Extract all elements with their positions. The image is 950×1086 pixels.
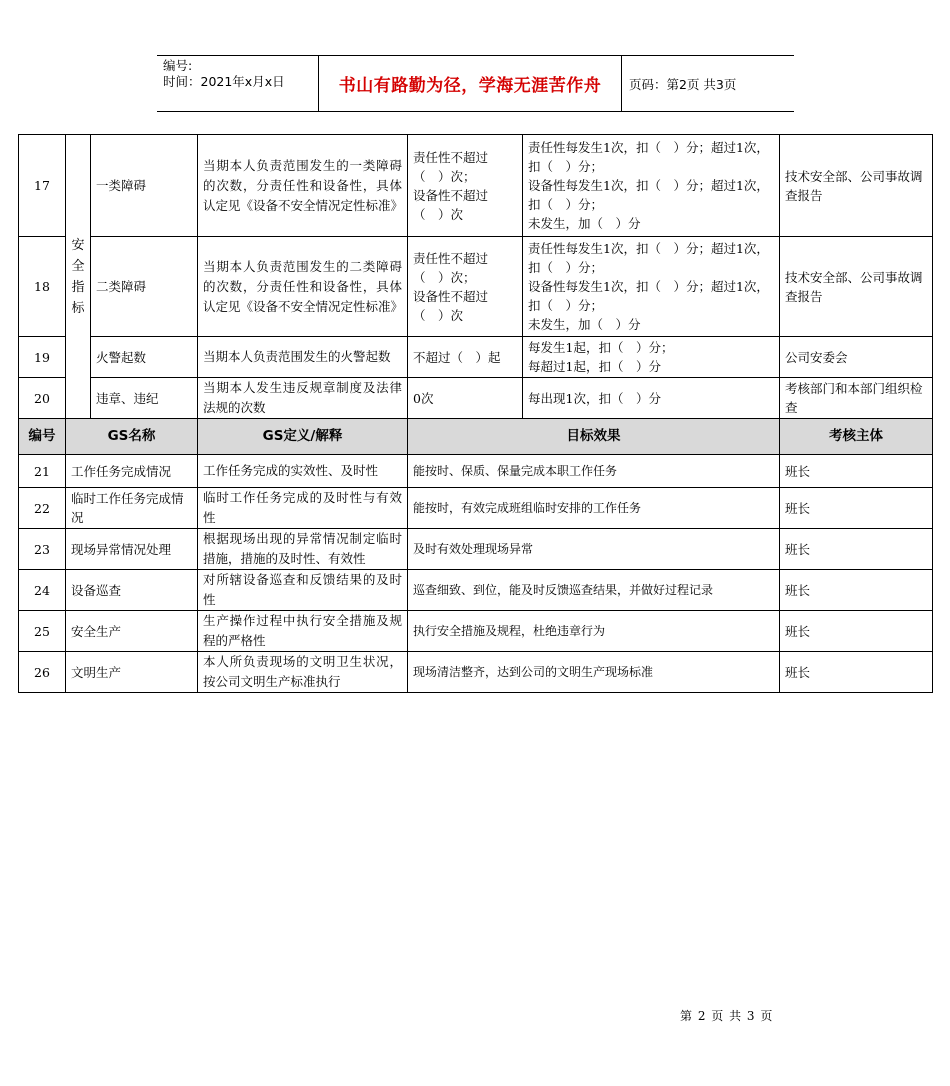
- gs-definition: 本人所负责现场的文明卫生状况，按公司文明生产标准执行: [198, 652, 408, 693]
- gs-name: 临时工作任务完成情况: [66, 488, 198, 529]
- gs-name: 设备巡查: [66, 570, 198, 611]
- target-line: 设备性不超过（ ）次: [413, 288, 489, 323]
- indicator-name: 违章、违纪: [91, 378, 198, 419]
- indicator-target: [408, 135, 523, 237]
- gs-effect: 现场清洁整齐，达到公司的文明生产现场标准: [408, 652, 780, 693]
- gs-row: [19, 455, 933, 488]
- gs-definition: 对所辖设备巡查和反馈结果的及时性: [198, 570, 408, 611]
- indicator-assessor: 公司安委会: [780, 337, 933, 378]
- indicator-assessor: 技术安全部、公司事故调查报告: [780, 135, 933, 237]
- safety-row: [19, 337, 933, 378]
- gs-effect: 巡查细致、到位，能及时反馈巡查结果，并做好过程记录: [408, 570, 780, 611]
- target-line: 责任性不超过（ ）次；: [413, 149, 489, 184]
- row-number: 26: [19, 652, 66, 693]
- scoring-line: 未发生，加（ ）分: [528, 317, 641, 332]
- gs-assessor: 班长: [780, 570, 933, 611]
- gs-effect: 执行安全措施及规程，杜绝违章行为: [408, 611, 780, 652]
- scoring-line: 设备性每发生1次，扣（ ）分；超过1次，扣（ ）分；: [528, 279, 769, 313]
- gs-name: 现场异常情况处理: [66, 529, 198, 570]
- scoring-line: 责任性每发生1次，扣（ ）分；超过1次，扣（ ）分；: [528, 140, 769, 174]
- indicator-assessor: 技术安全部、公司事故调查报告: [780, 237, 933, 337]
- gs-assessor: 班长: [780, 488, 933, 529]
- scoring-line: 每发生1起，扣（ ）分；: [528, 340, 674, 355]
- gs-row: [19, 529, 933, 570]
- header-page-label: 页码：第2页 共3页: [629, 76, 737, 92]
- gs-row: [19, 652, 933, 693]
- indicator-name: 二类障碍: [91, 237, 198, 337]
- gs-header-no: 编号: [19, 419, 66, 455]
- gs-name: 工作任务完成情况: [66, 455, 198, 488]
- gs-header-definition: GS定义/解释: [198, 419, 408, 455]
- indicator-definition: 当期本人负责范围发生的二类障碍的次数，分责任性和设备性，具体认定见《设备不安全情况定性标准》: [198, 237, 408, 337]
- document-number-label: 编号:: [163, 58, 193, 73]
- gs-header-name: GS名称: [66, 419, 198, 455]
- gs-definition: 工作任务完成的实效性、及时性: [198, 455, 408, 488]
- gs-header-row: [19, 419, 933, 455]
- header-meta: [157, 56, 318, 111]
- row-number: 22: [19, 488, 66, 529]
- indicator-definition: 当期本人负责范围发生的一类障碍的次数，分责任性和设备性，具体认定见《设备不安全情况定性标准》: [198, 135, 408, 237]
- gs-effect: 及时有效处理现场异常: [408, 529, 780, 570]
- gs-header-assessor: 考核主体: [780, 419, 933, 455]
- gs-assessor: 班长: [780, 455, 933, 488]
- row-number: 18: [19, 237, 66, 337]
- target-line: 责任性不超过（ ）次；: [413, 250, 489, 285]
- row-number: 17: [19, 135, 66, 237]
- indicator-target: [408, 378, 523, 419]
- row-number: 19: [19, 337, 66, 378]
- indicator-scoring: [523, 337, 780, 378]
- indicator-scoring: [523, 135, 780, 237]
- safety-row: [19, 135, 933, 237]
- gs-assessor: 班长: [780, 611, 933, 652]
- page-header: [157, 55, 794, 112]
- indicator-scoring: [523, 378, 780, 419]
- gs-effect: 能按时、保质、保量完成本职工作任务: [408, 455, 780, 488]
- scoring-line: 责任性每发生1次，扣（ ）分；超过1次，扣（ ）分；: [528, 241, 769, 275]
- gs-rows: [19, 455, 933, 693]
- gs-definition: 根据现场出现的异常情况制定临时措施，措施的及时性、有效性: [198, 529, 408, 570]
- gs-name: 安全生产: [66, 611, 198, 652]
- kpi-table: [18, 134, 933, 693]
- target-line: 不超过（ ）起: [413, 349, 501, 365]
- scoring-line: 未发生，加（ ）分: [528, 216, 641, 231]
- header-motto: 书山有路勤为径，学海无涯苦作舟: [318, 56, 622, 111]
- indicator-target: [408, 337, 523, 378]
- gs-effect: 能按时，有效完成班组临时安排的工作任务: [408, 488, 780, 529]
- indicator-definition: 当期本人发生违反规章制度及法律法规的次数: [198, 378, 408, 419]
- row-number: 25: [19, 611, 66, 652]
- gs-definition: 临时工作任务完成的及时性与有效性: [198, 488, 408, 529]
- row-number: 23: [19, 529, 66, 570]
- gs-definition: 生产操作过程中执行安全措施及规程的严格性: [198, 611, 408, 652]
- safety-row: [19, 378, 933, 419]
- safety-indicator-rows: [19, 135, 933, 419]
- indicator-name: 火警起数: [91, 337, 198, 378]
- gs-assessor: 班长: [780, 652, 933, 693]
- document-time-label: 时间：2021年x月x日: [163, 74, 285, 89]
- gs-row: [19, 488, 933, 529]
- gs-section: [19, 419, 933, 455]
- gs-row: [19, 570, 933, 611]
- scoring-line: 设备性每发生1次，扣（ ）分；超过1次，扣（ ）分；: [528, 178, 769, 212]
- row-number: 24: [19, 570, 66, 611]
- category-label: 安全指标: [71, 237, 85, 316]
- safety-row: [19, 237, 933, 337]
- indicator-scoring: [523, 237, 780, 337]
- category-cell: [66, 135, 91, 419]
- gs-name: 文明生产: [66, 652, 198, 693]
- indicator-definition: 当期本人负责范围发生的火警起数: [198, 337, 408, 378]
- scoring-line: 每超过1起，扣（ ）分: [528, 359, 661, 374]
- page-footer: 第 2 页 共 3 页: [680, 1009, 774, 1023]
- scoring-line: 每出现1次，扣（ ）分: [528, 390, 661, 406]
- indicator-assessor: 考核部门和本部门组织检查: [780, 378, 933, 419]
- gs-row: [19, 611, 933, 652]
- gs-assessor: 班长: [780, 529, 933, 570]
- indicator-target: [408, 237, 523, 337]
- indicator-name: 一类障碍: [91, 135, 198, 237]
- gs-header-effect: 目标效果: [408, 419, 780, 455]
- row-number: 20: [19, 378, 66, 419]
- row-number: 21: [19, 455, 66, 488]
- target-line: 0次: [413, 390, 434, 406]
- target-line: 设备性不超过（ ）次: [413, 187, 489, 222]
